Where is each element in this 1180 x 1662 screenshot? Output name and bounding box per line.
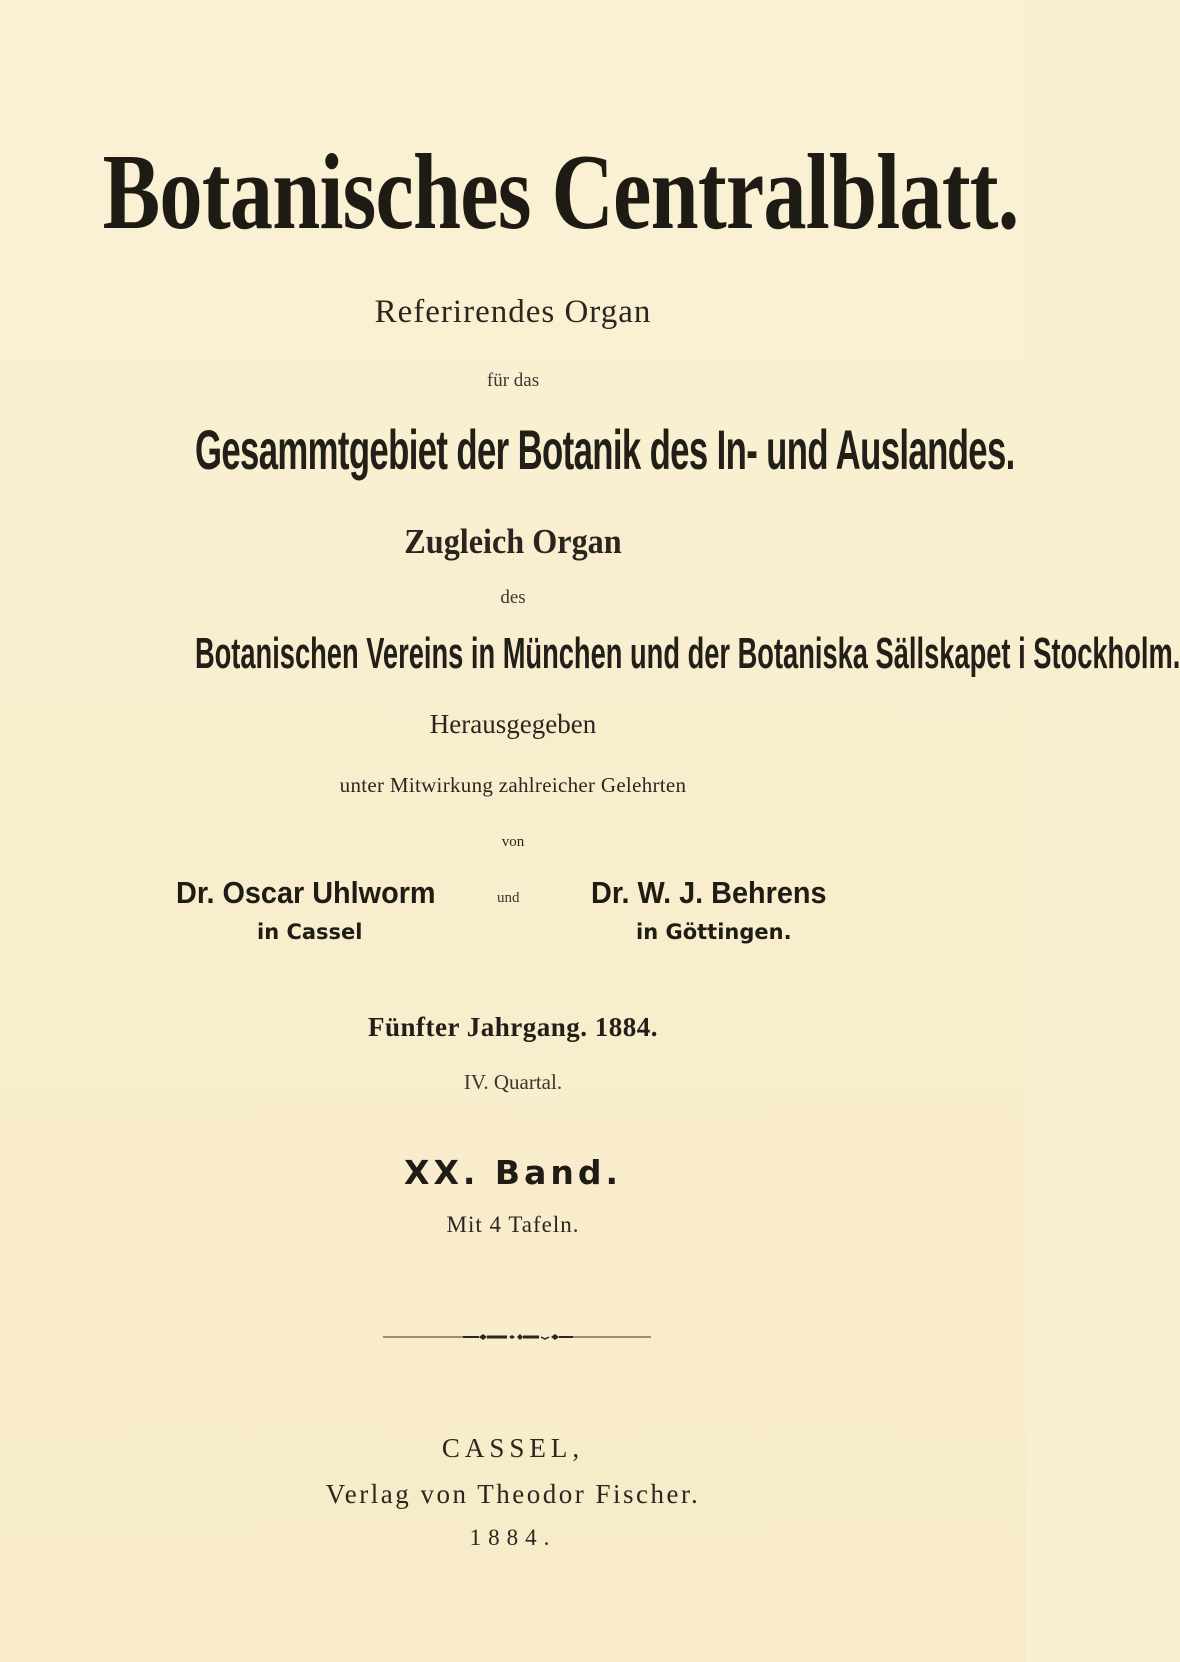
editor1-location: in Cassel	[257, 920, 363, 944]
tafeln-line: Mit 4 Tafeln.	[446, 1212, 580, 1237]
ornament-divider-icon	[383, 1330, 651, 1344]
jahrgang-line: Fünfter Jahrgang. 1884.	[367, 1012, 658, 1042]
zugleich-organ: Zugleich Organ	[404, 522, 622, 561]
scope-line: Gesammtgebiet der Botanik des In- und Auslandes.	[194, 418, 1015, 481]
von-text: von	[501, 834, 525, 850]
quartal-line: IV. Quartal.	[463, 1070, 563, 1094]
mitwirkung-text: unter Mitwirkung zahlreicher Gelehrten	[339, 773, 687, 797]
societies-line: Botanischen Vereins in München und der Botaniska Sällskapet i Stockholm.	[194, 629, 1180, 678]
und-text: und	[497, 890, 520, 906]
imprint-publisher: Verlag von Theodor Fischer.	[325, 1479, 701, 1509]
editor2-location: in Göttingen.	[636, 920, 792, 944]
editor2-name: Dr. W. J. Behrens	[591, 875, 827, 910]
fuer-das-text: für das	[486, 370, 540, 391]
journal-title: Botanisches Centralblatt.	[102, 133, 1019, 252]
editor1-name: Dr. Oscar Uhlworm	[176, 875, 436, 910]
herausgegeben-text: Herausgegeben	[429, 709, 597, 739]
subtitle: Referirendes Organ	[374, 294, 652, 330]
des-text: des	[500, 587, 526, 608]
band-line: XX. Band.	[404, 1153, 622, 1192]
imprint-city: CASSEL,	[441, 1433, 585, 1463]
imprint-year: 1884.	[469, 1525, 557, 1550]
editors-block	[0, 876, 1026, 946]
